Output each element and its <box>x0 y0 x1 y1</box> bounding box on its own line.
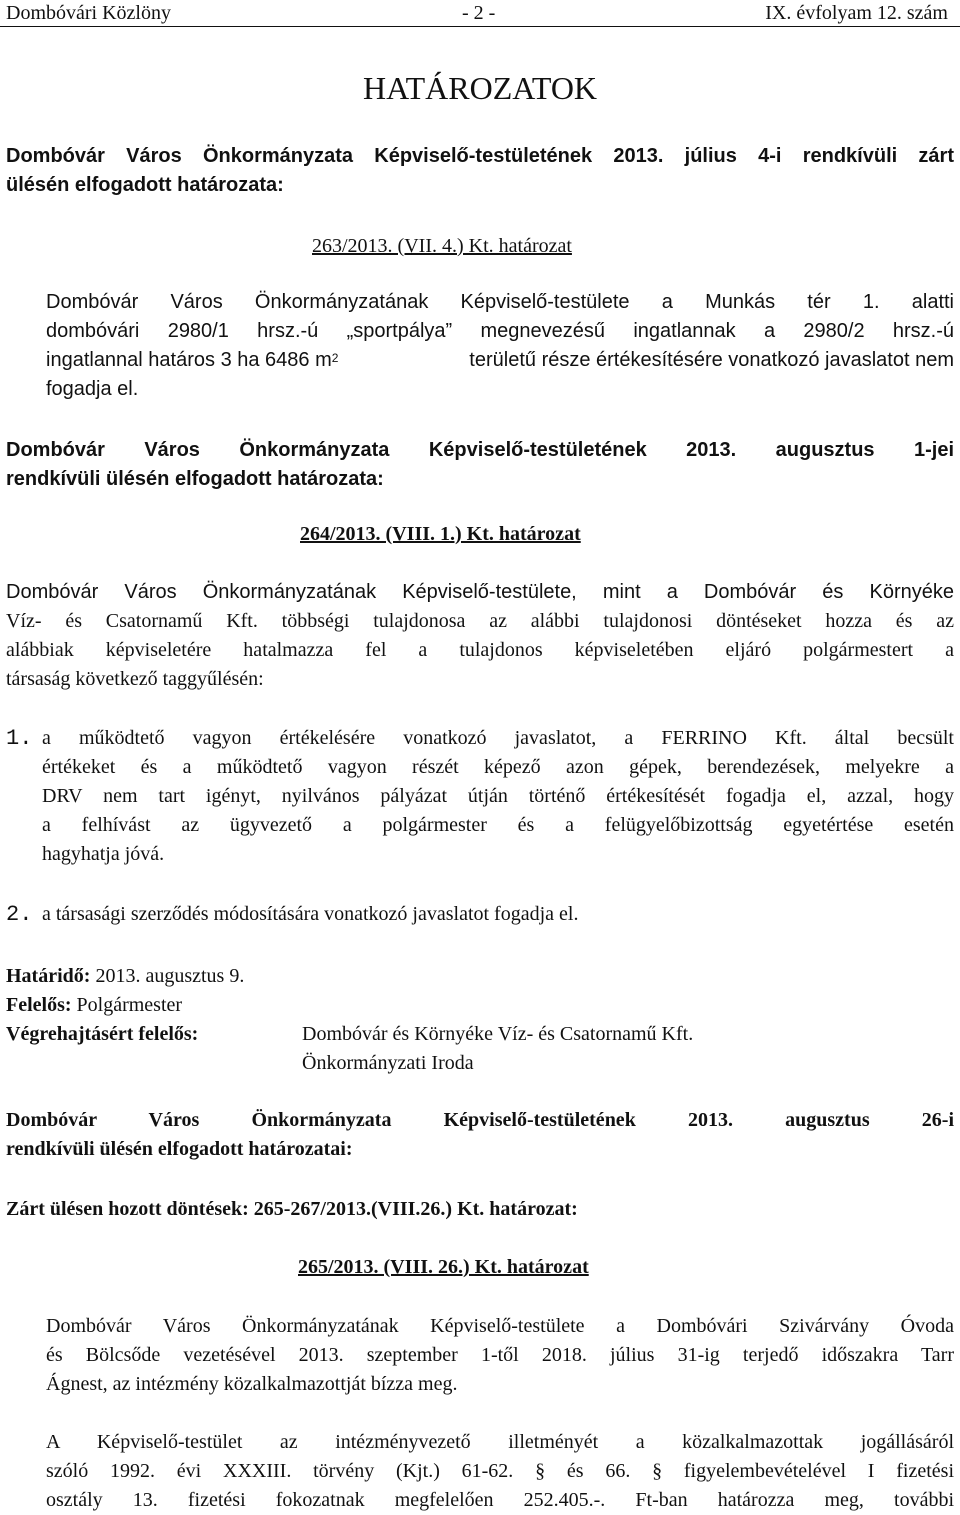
resolution-264-line1: Dombóvár Város Önkormányzatának Képviselő-testülete, mint a Dombóvár és Környéke <box>6 581 954 603</box>
responsible-value: Polgármester <box>71 994 183 1016</box>
resolution-265-number: 265/2013. (VIII. 26.) Kt. határozat <box>298 1256 589 1278</box>
page-header <box>0 0 960 27</box>
deadline-label: Határidő: <box>6 965 91 987</box>
resolution-265-p1-line2: és Bölcsőde vezetésével 2013. szeptember 1-től 2018. július 31-ig terjedő időszakra Tarr <box>46 1344 954 1366</box>
responsible-label: Felelős: <box>6 994 72 1016</box>
resolution-265-p1-line3: Ágnest, az intézmény közalkalmazottját bízza meg. <box>46 1373 458 1395</box>
resolution-263-line4: fogadja el. <box>46 378 139 400</box>
list-item-1 <box>0 724 960 874</box>
resolution-263-line1: Dombóvár Város Önkormányzatának Képviselő-testülete a Munkás tér 1. alatti <box>46 291 954 313</box>
section1-heading-line2: ülésén elfogadott határozata: <box>6 174 284 196</box>
list-item-1-number: 1. <box>6 726 33 751</box>
responsible <box>6 991 182 1020</box>
section3-heading-line1: Dombóvár Város Önkormányzata Képviselő-testületének 2013. augusztus 26-i <box>6 1109 954 1131</box>
resolution-264-line2: Víz- és Csatornamű Kft. többségi tulajdonosa az alábbi tulajdonosi döntéseket hozza és az <box>6 610 954 632</box>
list-item-1-line2: értékeket és a működtető vagyon részét képező azon gépek, berendezések, melyekre a <box>42 756 954 778</box>
section1-heading-line1: Dombóvár Város Önkormányzata Képviselő-testületének 2013. július 4-i rendkívüli zárt <box>6 145 954 167</box>
header-issue: IX. évfolyam 12. szám <box>765 2 948 24</box>
list-item-1-line4: a felhívást az ügyvezető a polgármester és a felügyelőbizottság egyetértése esetén <box>42 814 954 836</box>
resolution-264-number: 264/2013. (VIII. 1.) Kt. határozat <box>300 523 581 545</box>
exec-responsible-value-1: Dombóvár és Környéke Víz- és Csatornamű Kft. <box>302 1023 694 1045</box>
section3-heading-line2: rendkívüli ülésén elfogadott határozatai: <box>6 1138 353 1160</box>
superscript-2: 2 <box>331 351 339 365</box>
deadline <box>6 962 244 991</box>
closed-session-heading: Zárt ülésen hozott döntések: 265-267/2013.(VIII.26.) Kt. határozat: <box>6 1198 578 1220</box>
deadline-value: 2013. augusztus 9. <box>90 965 245 987</box>
resolution-265-p2-line2: szóló 1992. évi XXXIII. törvény (Kjt.) 61-62. § és 66. § figyelembevételével I fizetési <box>46 1460 954 1482</box>
resolution-265-p1-line1: Dombóvár Város Önkormányzatának Képviselő-testülete a Dombóvári Szivárvány Óvoda <box>46 1315 954 1337</box>
resolution-263-line3 <box>46 346 954 375</box>
section2-heading-line2: rendkívüli ülésén elfogadott határozata: <box>6 468 384 490</box>
header-page-number: - 2 - <box>462 2 496 24</box>
resolution-263-line3-part1: ingatlannal határos 3 ha 6486 $m^2$ <box>46 349 339 371</box>
resolution-264-line3: alábbiak képviseletére hatalmazza fel a tulajdonos képviseletében eljáró polgármestert a <box>6 639 954 661</box>
list-item-1-line5: hagyhatja jóvá. <box>42 843 165 865</box>
exec-responsible-label: Végrehajtásért felelős: <box>6 1023 199 1045</box>
resolution-263-number: 263/2013. (VII. 4.) Kt. határozat <box>312 235 572 257</box>
list-item-1-line1: a működtető vagyon értékelésére vonatkozó javaslatot, a FERRINO Kft. által becsült <box>42 727 954 749</box>
list-item-1-line3: DRV nem tart igényt, nyilvános pályázat útján történő értékesítését fogadja el, azzal, hogy <box>42 785 954 807</box>
resolution-263-line3-part2: területű része értékesítésére vonatkozó javaslatot nem <box>469 349 954 371</box>
page-title: HATÁROZATOK <box>362 70 598 106</box>
list-item-2-line1: a társasági szerződés módosítására vonatkozó javaslatot fogadja el. <box>42 903 579 925</box>
resolution-265-p2-line3: osztály 13. fizetési fokozatnak megfelelően 252.405.-. Ft-ban határozza meg, további <box>46 1489 954 1511</box>
exec-responsible-value-2: Önkormányzati Iroda <box>302 1052 474 1074</box>
header-publication: Dombóvári Közlöny <box>6 2 171 24</box>
list-item-2 <box>0 900 960 930</box>
resolution-265-p2-line1: A Képviselő-testület az intézményvezető illetményét a közalkalmazottak jogállásáról <box>46 1431 954 1453</box>
resolution-264-line4: társaság következő taggyűlésén: <box>6 668 264 690</box>
section2-heading-line1: Dombóvár Város Önkormányzata Képviselő-testületének 2013. augusztus 1-jei <box>6 439 954 461</box>
list-item-2-number: 2. <box>6 902 33 927</box>
resolution-263-line2: dombóvári 2980/1 hrsz.-ú „sportpálya” megnevezésű ingatlannak a 2980/2 hrsz.-ú <box>46 320 954 342</box>
